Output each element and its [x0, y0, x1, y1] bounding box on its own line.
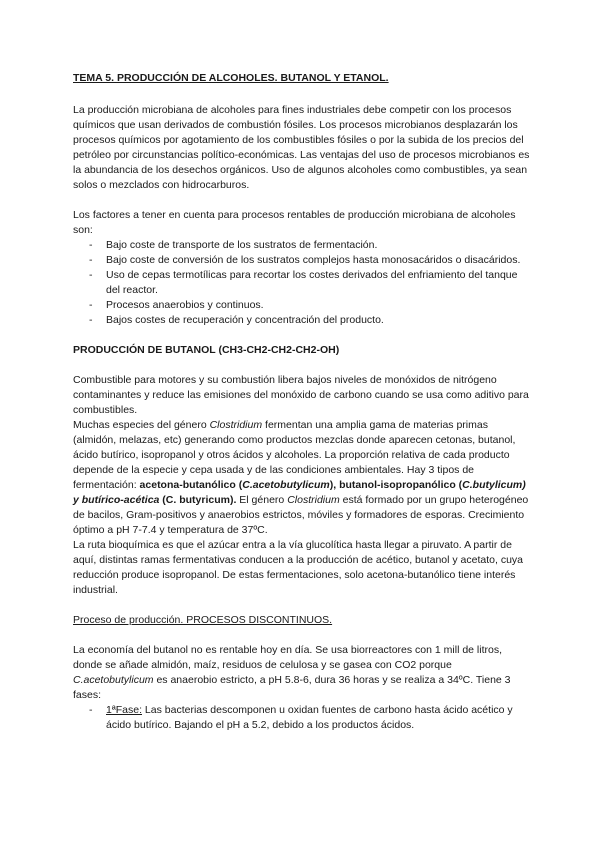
list-item: - Procesos anaerobios y continuos. [73, 298, 530, 313]
list-item: - Bajos costes de recuperación y concentración del producto. [73, 313, 530, 328]
genus-name: Clostridium [209, 419, 263, 431]
genus-name: Clostridium [287, 494, 340, 506]
species-name: C.butylicum [462, 479, 523, 491]
intro-paragraph: La producción microbiana de alcoholes para fines industriales debe competir con los procesos químicos que usan derivados de combustión fósiles. Los procesos microbianos desplazarán los procesos químicos por agotamiento de los combustibles fósiles o por la subida de los precios del petróleo por circunstancias político-económicas. Las ventajas del uso de procesos microbianos es la abundancia de los desechos orgánicos. Uso de algunos alcoholes como combustibles, ya sean solos o mezclados con hidrocarburos. [73, 104, 530, 191]
text-run: La economía del butanol no es rentable hoy en día. Se usa biorreactores con 1 mill de litros, donde se añade almidón, maíz, residuos de celulosa y se gasea con CO2 porque [73, 644, 503, 671]
butanol-paragraph-1: Combustible para motores y su combustión libera bajos niveles de monóxidos de nitrógeno contaminantes y reduce las emisiones del monóxido de carbono cuando se usa como aditivo para combustibles. [73, 374, 529, 416]
butanol-paragraph-3: La ruta bioquímica es que el azúcar entra a la vía glucolítica hasta llegar a piruvato. A partir de aquí, distintas ramas fermentativas conducen a la producción de acético, butanol y acetato, cuya reducción produce isopropanol. De estas fermentaciones, solo acetona-butanólico tiene interés industrial. [73, 539, 524, 596]
process-paragraph [73, 643, 530, 703]
spacer [73, 358, 530, 373]
list-item [73, 703, 530, 733]
spacer [73, 628, 530, 643]
process-heading: Proceso de producción. PROCESOS DISCONTINUOS. [73, 614, 333, 626]
species-name: (C. butyricum). [159, 494, 237, 506]
text-run: es anaerobio estricto, a pH 5.8-6, dura 36 horas y se realiza a 34ºC. Tiene 3 fases: [73, 674, 511, 701]
spacer [73, 598, 530, 613]
spacer [73, 193, 530, 208]
phase-text: Las bacterias descomponen u oxidan fuentes de carbono hasta ácido acético y ácido butírico. Bajando el pH a 5.2, debido a los productos ácidos. [106, 704, 513, 731]
butanol-heading: PRODUCCIÓN DE BUTANOL (CH3-CH2-CH2-CH2-OH) [73, 344, 340, 356]
species-name: C.acetobutylicum [242, 479, 330, 491]
fermentation-type: ) y [73, 479, 526, 506]
list-item: - Uso de cepas termotílicas para recortar los costes derivados del enfriamiento del tanque del reactor. [73, 268, 530, 298]
spacer [73, 328, 530, 343]
factors-intro: Los factores a tener en cuenta para procesos rentables de producción microbiana de alcoholes son: [73, 209, 516, 236]
fermentation-type: butírico-acética [81, 494, 160, 506]
phase-label: 1ªFase: [106, 704, 142, 716]
species-name: C.acetobutylicum [73, 674, 154, 686]
text-run: fermentan una amplia gama de materias primas (almidón, melazas, etc) generando como productos mezclas donde aparecen cetonas, butanol, ácido butírico, isopropanol y otros ácidos y alcoholes. La proporción relativa de cada producto depende de la especie y cepa usada y de las condiciones ambientales. Hay 3 tipos de fermentación: [73, 419, 516, 491]
text-run: El género [236, 494, 288, 506]
list-item: - Bajo coste de transporte de los sustratos de fermentación. [73, 238, 530, 253]
page-title: TEMA 5. PRODUCCIÓN DE ALCOHOLES. BUTANOL Y ETANOL. [73, 72, 389, 84]
phases-list [73, 703, 530, 733]
fermentation-type: acetona-butanólico ( [139, 479, 243, 491]
factors-list [73, 238, 530, 328]
text-run: Muchas especies del género [73, 419, 210, 431]
text-run: está formado por un grupo heterogéneo de bacilos, Gram-positivos y anaerobios estrictos, móviles y formadores de esporas. Crecimiento óptimo a pH 7-7.4 y temperatura de 37ºC. [73, 494, 529, 536]
fermentation-type: ), butanol-isopropanólico ( [329, 479, 463, 491]
butanol-paragraph-2 [73, 418, 530, 538]
list-item: - Bajo coste de conversión de los sustratos complejos hasta monosacáridos o disacáridos. [73, 253, 530, 268]
